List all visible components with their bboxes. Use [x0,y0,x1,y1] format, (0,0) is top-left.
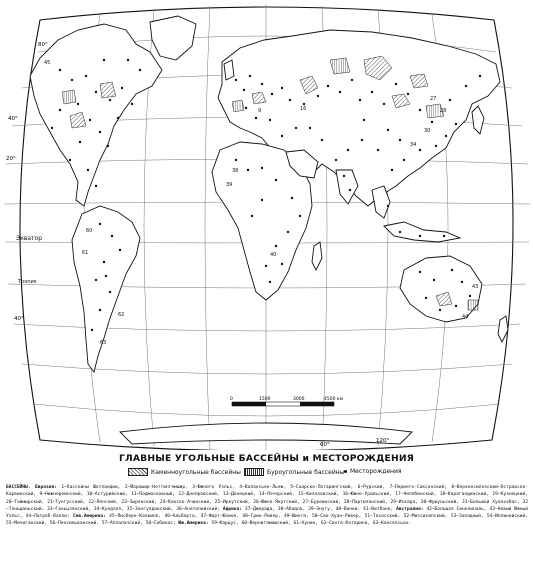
deposit-dot [399,231,401,233]
deposit-dot [359,99,361,101]
deposit-dot [109,291,111,293]
deposit-dot [249,75,251,77]
deposit-dot [261,199,263,201]
north-america-label: Сев.Америка: [72,514,106,520]
basin-label: 30 [424,128,431,134]
basin-label: 38 [232,168,239,174]
eurasia-list: 1—бассейны Шотландии, 2—Йоркшир-Ноттингемшир, 3—Южного Уэльс, 4—Валансьен-Льеж, 5—Саарско-Лотарингский, 6—Рурский, 7—Перинго-Саксонский; 8—Верхнесилезский—Остравско-Карвинский, 9—Нижнерейнский, 10—Астурийский, 11—Подмосковный, 12—Днепровский, 13—Донецкий, 14—Печорский, 15—Кизеловский, 16—Южно-Уральский, 17—Челябинский, 18—Карагандинский, 19—Кузнецкий, 20—Таймырский, 21—Тунгусский, 22—Ленский, 23—Зырянский, 24—Канско-Ачинский, 25—Иркутский, 26—Южно-Якутский, 27—Буреинский, 28—Партизанский, 29—Искара, 30—Фушуньский, 31—Большой Хуанхэбас, 32—Тяньшаньский, 33—Ганьцзянский, 34—Кундзяп, 35—Зонгулдакский, 36—Анатолийский; [6,485,528,512]
deposit-dot [395,83,397,85]
deposit-dot [261,83,263,85]
scale-tick: 0 [230,397,233,402]
deposit-dot [287,231,289,233]
africa-list: 37—Джерада, 38—Абадла, 39—Энугу, 40—Ванки, 41—Витбанк; [244,506,394,512]
deposit-dot [383,103,385,105]
basin-label: 34 [410,142,417,148]
deposit-dot [317,95,319,97]
deposit-dot [89,119,91,121]
basin-label: 61 [82,250,89,256]
australia-list: 42—Большая Синклиналь, 43—Новый Южный Уэльс, 44—Латроб-Валли; [6,506,528,520]
legend-deposits-label: Месторождения [350,468,402,475]
scale-tick: 3000 [293,397,305,402]
deposit-dot [127,59,129,61]
deposit-dot [299,215,301,217]
deposit-dot [59,69,61,71]
deposit-dot [95,91,97,93]
deposit-dot [363,119,365,121]
deposit-dot [419,235,421,237]
deposit-dot [361,139,363,141]
deposit-dot [281,87,283,89]
deposit-dot [85,75,87,77]
basin-label: 62 [118,312,125,318]
map-title: ГЛАВНЫЕ УГОЛЬНЫЕ БАССЕЙНЫ и МЕСТОРОЖДЕНИЯ [118,453,415,464]
deposit-dot [243,89,245,91]
deposit-dot [377,149,379,151]
lon-label-120: 120° [376,438,390,444]
deposit-dot [425,297,427,299]
deposit-dot [51,127,53,129]
deposit-dot [69,159,71,161]
deposit-dot [387,205,389,207]
deposit-dot [347,149,349,151]
deposit-dot [349,189,351,191]
deposit-dot [275,245,277,247]
south-america-label: Юж.Америка: [178,521,209,527]
deposit-dot [95,279,97,281]
basin-label: 63 [100,340,107,346]
deposit-dot [419,109,421,111]
deposit-dot [295,127,297,129]
deposit-dot [103,59,105,61]
deposit-dot [281,135,283,137]
lat-label-80: 80° [38,42,48,48]
deposit-dot [131,103,133,105]
lat-label-40s: 40° [14,316,24,322]
deposit-dot [435,145,437,147]
deposit-dot [339,91,341,93]
equator-label: Экватор [16,235,43,242]
lon-label-60: 60° [320,442,330,448]
deposit-dot [443,235,445,237]
deposit-dot [59,109,61,111]
deposit-dot [303,103,305,105]
north-america-list: 45—Лисберн-Колвилл, 46—Альберта, 47—Форт-Юнион, 48—Грин-Ривер, 49—Юинта, 50—Сан-Хуан-Ривер, 51—Техасский, 52—Миссисипский, 53—Западный, 54—Иллинойский, 55—Мичиганский, 56—Пенсильванский, 57—Аппалачский, 58—Сабинас; [6,514,528,527]
legend-hard-coal [128,468,241,476]
deposit-dot [271,93,273,95]
basins-caption [6,484,528,528]
hard-coal-swatch [128,468,148,476]
deposit-dot [327,85,329,87]
eurasia-label: Евразия: [35,485,57,490]
deposit-dot [439,309,441,311]
brown-coal-swatch [244,468,264,476]
deposit-dot [109,99,111,101]
legend [0,468,533,480]
deposit-dot [107,145,109,147]
lat-label-20: 20° [6,156,16,162]
deposit-dot [399,139,401,141]
deposit-dot [105,275,107,277]
deposit-dot [77,103,79,105]
deposit-dot [91,329,93,331]
legend-hard-coal-label: Каменноугольные бассейны [151,468,241,476]
basin-label: 39 [226,182,233,188]
basin-label: 45 [44,60,51,66]
basin-label: 16 [300,106,307,112]
legend-brown-coal [244,468,344,476]
deposit-dot [247,169,249,171]
deposit-dot [281,263,283,265]
deposit-dot [479,75,481,77]
deposit-dot [321,139,323,141]
deposit-dot [79,141,81,143]
deposit-dot [235,159,237,161]
basin-label: 28 [440,108,447,114]
scale-tick: 4500 км [324,397,343,402]
deposit-dot [461,281,463,283]
deposit-dot [99,223,101,225]
deposit-dot [465,85,467,87]
africa-label: Африка: [222,506,243,512]
deposit-dot [391,169,393,171]
basins-heading: БАССЕЙНЫ. [6,485,31,490]
deposit-dot [433,279,435,281]
deposit-dot [111,235,113,237]
deposit-dot [251,215,253,217]
deposit-dot [419,149,421,151]
deposit-dot [407,93,409,95]
deposit-dot [451,269,453,271]
tropic-label: Тропик [18,279,37,285]
deposit-dot [343,175,345,177]
basin-label: 40 [270,252,277,258]
deposit-dot [99,131,101,133]
scale-tick: 1500 [259,397,271,402]
deposit-dot [291,197,293,199]
basin-label: 60 [86,228,93,234]
deposit-dot [119,249,121,251]
deposit-dot [117,117,119,119]
basin-label: 44 [462,314,469,320]
south-america-list: 59—Карцус, 60—Вернигамашский, 61—Хунин, 62—Санта-Катарина, 63—Консепсьон. [211,521,412,527]
legend-brown-coal-label: Буроугольные бассейны [267,468,345,476]
legend-deposits [344,468,402,475]
deposit-dot [371,91,373,93]
deposit-dot [261,167,263,169]
deposit-dot [245,107,247,109]
deposit-dot [403,159,405,161]
basin-label: 9 [258,108,262,114]
deposit-dot [387,129,389,131]
deposit-dot [335,159,337,161]
deposit-dot [309,127,311,129]
lat-label-40n: 40° [8,116,18,122]
deposit-dot [139,69,141,71]
deposit-dot [103,261,105,263]
deposit-dot [289,99,291,101]
deposit-dot [351,79,353,81]
deposit-dot [455,305,457,307]
australia-label: Австралия: [396,506,424,512]
deposit-dot [445,135,447,137]
deposit-dot [265,265,267,267]
deposit-dot [87,169,89,171]
deposit-dot [269,281,271,283]
basin-label: 27 [430,96,437,102]
deposit-dot [255,117,257,119]
deposit-dot [449,99,451,101]
deposit-dot [95,185,97,187]
deposit-dot [419,271,421,273]
deposit-dot [275,179,277,181]
deposit-dot [99,309,101,311]
deposit-dot [455,123,457,125]
deposit-dot [469,295,471,297]
deposit-dot-icon [344,470,347,473]
basin-label: 43 [472,284,479,290]
deposit-dot [235,79,237,81]
british-isles [224,60,234,80]
deposit-dot [121,87,123,89]
deposit-dot [71,79,73,81]
deposit-dot [269,119,271,121]
deposit-dot [431,121,433,123]
